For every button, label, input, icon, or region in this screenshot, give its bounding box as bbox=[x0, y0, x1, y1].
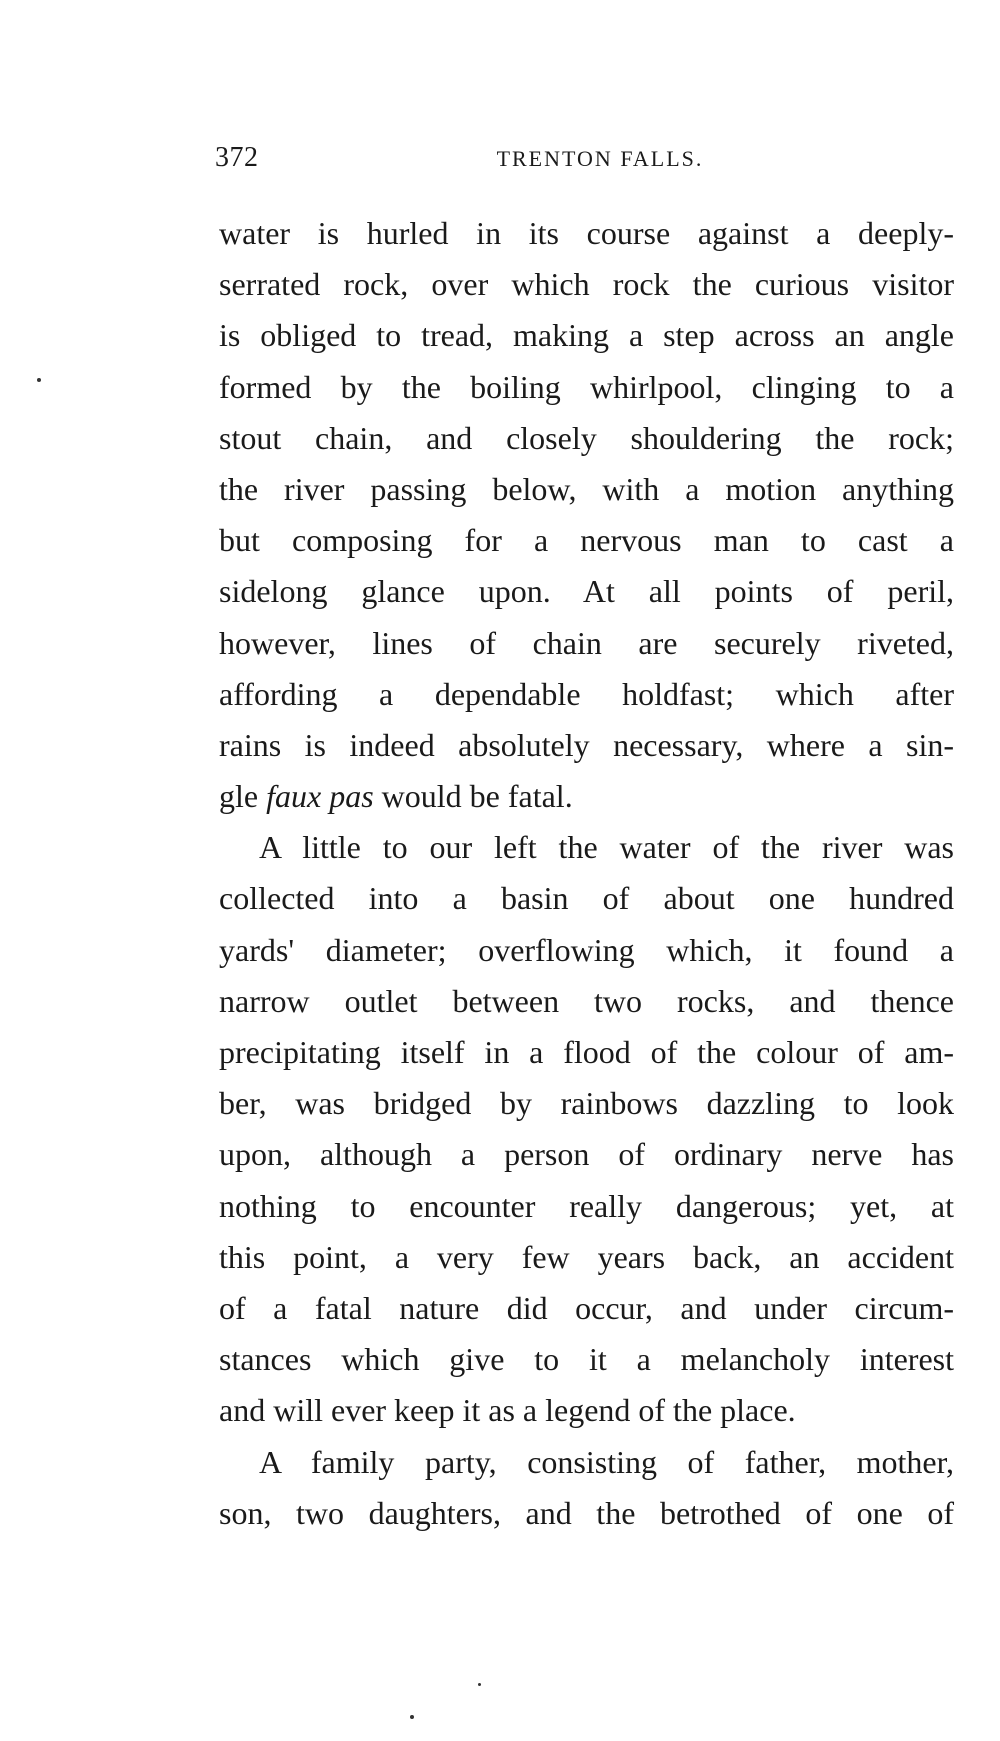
text-line: A little to our left the water of the river was bbox=[259, 829, 954, 866]
text-line: and will ever keep it as a legend of the place. bbox=[219, 1392, 796, 1429]
text-line: precipitating itself in a flood of the colour of am- bbox=[219, 1034, 954, 1070]
ink-speck bbox=[410, 1715, 414, 1719]
text-line: however, lines of chain are securely riveted, bbox=[219, 624, 954, 661]
text-line: yards' diameter; overflowing which, it found a bbox=[219, 931, 954, 968]
text-line: water is hurled in its course against a deeply- bbox=[219, 215, 954, 251]
paragraph-1 bbox=[219, 208, 954, 822]
text-fragment: gle bbox=[219, 778, 267, 815]
text-line: stances which give to it a melancholy interest bbox=[219, 1341, 954, 1378]
ink-speck bbox=[37, 378, 41, 382]
text-line bbox=[219, 771, 954, 822]
text-fragment: would be fatal. bbox=[373, 778, 573, 815]
text-line: stout chain, and closely shouldering the rock; bbox=[219, 419, 954, 456]
text-line: affording a dependable holdfast; which after bbox=[219, 675, 954, 712]
text-line: son, two daughters, and the betrothed of one of bbox=[219, 1494, 954, 1531]
text-line: of a fatal nature did occur, and under circum- bbox=[219, 1289, 954, 1326]
text-line: formed by the boiling whirlpool, clinging to a bbox=[219, 368, 954, 405]
text-line: sidelong glance upon. At all points of peril, bbox=[219, 573, 954, 610]
text-line: ber, was bridged by rainbows dazzling to look bbox=[219, 1085, 954, 1122]
text-line: narrow outlet between two rocks, and thence bbox=[219, 982, 954, 1019]
text-line: nothing to encounter really dangerous; yet, at bbox=[219, 1187, 954, 1224]
text-line: the river passing below, with a motion anything bbox=[219, 470, 954, 507]
running-head bbox=[215, 142, 955, 182]
body-text bbox=[219, 208, 954, 1539]
text-line: collected into a basin of about one hundred bbox=[219, 880, 954, 917]
text-line: rains is indeed absolutely necessary, where a sin- bbox=[219, 726, 954, 763]
italic-phrase: faux pas bbox=[266, 778, 374, 815]
text-line: A family party, consisting of father, mother, bbox=[259, 1443, 954, 1480]
text-line: serrated rock, over which rock the curious visitor bbox=[219, 266, 954, 303]
running-title: TRENTON FALLS. bbox=[496, 146, 704, 171]
text-line: is obliged to tread, making a step across an angle bbox=[219, 317, 954, 354]
paragraph-3 bbox=[219, 1437, 954, 1539]
page-number: 372 bbox=[215, 142, 259, 173]
text-line: upon, although a person of ordinary nerve has bbox=[219, 1136, 954, 1173]
text-line: but composing for a nervous man to cast a bbox=[219, 522, 954, 559]
ink-speck bbox=[478, 1683, 481, 1686]
paragraph-2 bbox=[219, 822, 954, 1436]
text-line: this point, a very few years back, an accident bbox=[219, 1238, 954, 1275]
